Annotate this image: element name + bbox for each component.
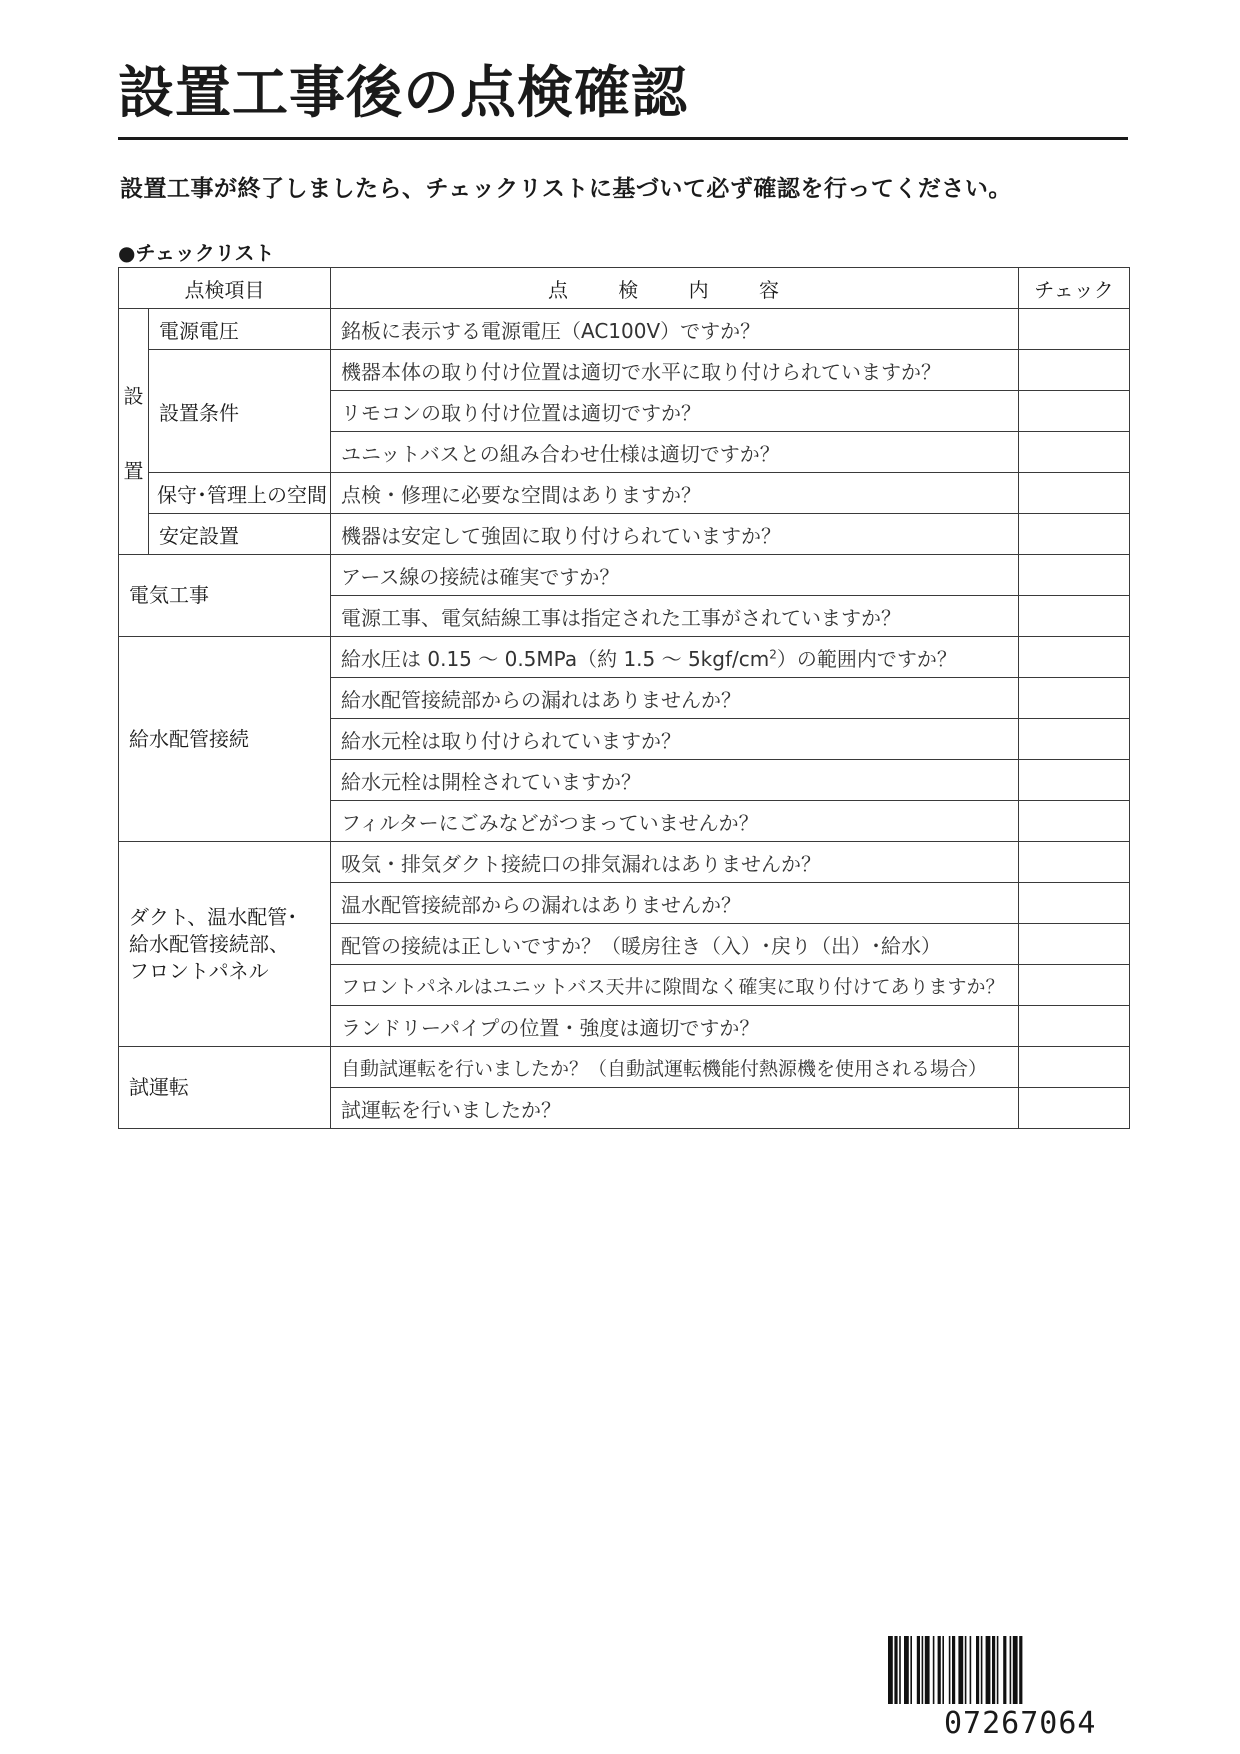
table-row — [119, 309, 1130, 350]
sub-item-label: 安定設置 — [149, 514, 331, 555]
barcode-bar — [922, 1636, 924, 1704]
check-item-text: ユニットバスとの組み合わせ仕様は適切ですか？ — [331, 432, 1019, 473]
barcode-bar — [1013, 1636, 1018, 1704]
check-box-cell[interactable] — [1019, 1088, 1130, 1129]
barcode-bar — [949, 1636, 951, 1704]
check-box-cell[interactable] — [1019, 924, 1130, 965]
checklist-table — [118, 267, 1130, 1129]
barcode-bar — [958, 1636, 963, 1704]
intro-text: 設置工事が終了しましたら、チェックリストに基づいて必ず確認を行ってください。 — [120, 176, 1012, 202]
barcode-bar — [970, 1636, 972, 1704]
sub-item-label: 電源電圧 — [149, 309, 331, 350]
barcode-bar — [997, 1636, 999, 1704]
check-box-cell[interactable] — [1019, 596, 1130, 637]
barcode-bar — [976, 1636, 979, 1704]
check-box-cell[interactable] — [1019, 760, 1130, 801]
check-item-text: 吸気・排気ダクト接続口の排気漏れはありませんか？ — [331, 842, 1019, 883]
check-item-text: 点検・修理に必要な空間はありますか？ — [331, 473, 1019, 514]
barcode-bar — [925, 1636, 930, 1704]
barcode-bar — [917, 1636, 920, 1704]
check-item-text: リモコンの取り付け位置は適切ですか？ — [331, 391, 1019, 432]
group-label-duct: ダクト、温水配管･ 給水配管接続部、 フロントパネル — [119, 842, 331, 1047]
check-box-cell[interactable] — [1019, 1006, 1130, 1047]
barcode-bar — [894, 1636, 897, 1704]
check-item-text: 機器は安定して強固に取り付けられていますか？ — [331, 514, 1019, 555]
barcode-bar — [933, 1636, 935, 1704]
header-check: チェック — [1019, 268, 1130, 309]
table-header-row — [119, 268, 1130, 309]
table-row — [119, 555, 1130, 596]
table-row — [119, 514, 1130, 555]
check-item-water-pressure: 給水圧は 0.15 ～ 0.5MPa（約 1.5 ～ $5kgf/cm^2$）の範囲内ですか？ — [331, 637, 1019, 678]
sub-item-label: 保守･管理上の空間 — [149, 473, 331, 514]
check-item-text: ランドリーパイプの位置・強度は適切ですか？ — [331, 1006, 1019, 1047]
table-row — [119, 842, 1130, 883]
check-box-cell[interactable] — [1019, 309, 1130, 350]
barcode-bar — [904, 1636, 909, 1704]
group-label-electrical: 電気工事 — [119, 555, 331, 637]
check-item-text: 温水配管接続部からの漏れはありませんか？ — [331, 883, 1019, 924]
barcode-bar — [910, 1636, 912, 1704]
barcode-bar — [942, 1636, 944, 1704]
barcode-bar — [899, 1636, 901, 1704]
group-label-water: 給水配管接続 — [119, 637, 331, 842]
check-item-text: フィルターにごみなどがつまっていませんか？ — [331, 801, 1019, 842]
table-row — [119, 1047, 1130, 1088]
check-item-text: 自動試運転を行いましたか？（自動試運転機能付熱源機を使用される場合） — [331, 1047, 1019, 1088]
barcode-graphic — [888, 1636, 1128, 1704]
barcode-bar — [938, 1636, 941, 1704]
checklist-heading: ●チェックリスト — [118, 241, 275, 265]
check-box-cell[interactable] — [1019, 719, 1130, 760]
barcode-bar — [986, 1636, 991, 1704]
check-box-cell[interactable] — [1019, 350, 1130, 391]
sub-item-label: 設置条件 — [149, 350, 331, 473]
table-row — [119, 637, 1130, 678]
check-box-cell[interactable] — [1019, 1047, 1130, 1088]
barcode-bar — [1019, 1636, 1022, 1704]
check-item-text: フロントパネルはユニットバス天井に隙間なく確実に取り付けてありますか？ — [331, 965, 1019, 1006]
check-box-cell[interactable] — [1019, 391, 1130, 432]
check-box-cell[interactable] — [1019, 842, 1130, 883]
barcode-bar — [952, 1636, 955, 1704]
check-box-cell[interactable] — [1019, 801, 1130, 842]
setting-group-label: 設 置 — [119, 309, 149, 555]
barcode-bar — [1010, 1636, 1012, 1704]
check-box-cell[interactable] — [1019, 678, 1130, 719]
check-item-text: 銘板に表示する電源電圧（AC100V）ですか？ — [331, 309, 1019, 350]
check-item-text: 給水配管接続部からの漏れはありませんか？ — [331, 678, 1019, 719]
table-row — [119, 350, 1130, 391]
check-box-cell[interactable] — [1019, 965, 1130, 1006]
check-item-text: 給水元栓は取り付けられていますか？ — [331, 719, 1019, 760]
check-box-cell[interactable] — [1019, 883, 1130, 924]
check-box-cell[interactable] — [1019, 555, 1130, 596]
check-item-text: 試運転を行いましたか？ — [331, 1088, 1019, 1129]
barcode-bar — [992, 1636, 995, 1704]
barcode-bar — [981, 1636, 983, 1704]
barcode-bar — [965, 1636, 967, 1704]
check-box-cell[interactable] — [1019, 432, 1130, 473]
barcode-bar — [888, 1636, 893, 1704]
header-content: 点 検 内 容 — [331, 268, 1019, 309]
check-box-cell[interactable] — [1019, 473, 1130, 514]
barcode-bar — [1003, 1636, 1006, 1704]
barcode-number: 07267064 — [944, 1706, 1097, 1741]
check-item-text: 給水元栓は開栓されていますか？ — [331, 760, 1019, 801]
check-box-cell[interactable] — [1019, 637, 1130, 678]
check-item-text: 電源工事、電気結線工事は指定された工事がされていますか？ — [331, 596, 1019, 637]
check-item-text: 配管の接続は正しいですか？（暖房往き（入）･戻り（出）･給水） — [331, 924, 1019, 965]
page-title: 設置工事後の点検確認 — [118, 60, 1128, 140]
header-item: 点検項目 — [119, 268, 331, 309]
check-item-text: アース線の接続は確実ですか？ — [331, 555, 1019, 596]
check-box-cell[interactable] — [1019, 514, 1130, 555]
table-row — [119, 473, 1130, 514]
group-label-trial: 試運転 — [119, 1047, 331, 1129]
check-item-text: 機器本体の取り付け位置は適切で水平に取り付けられていますか？ — [331, 350, 1019, 391]
